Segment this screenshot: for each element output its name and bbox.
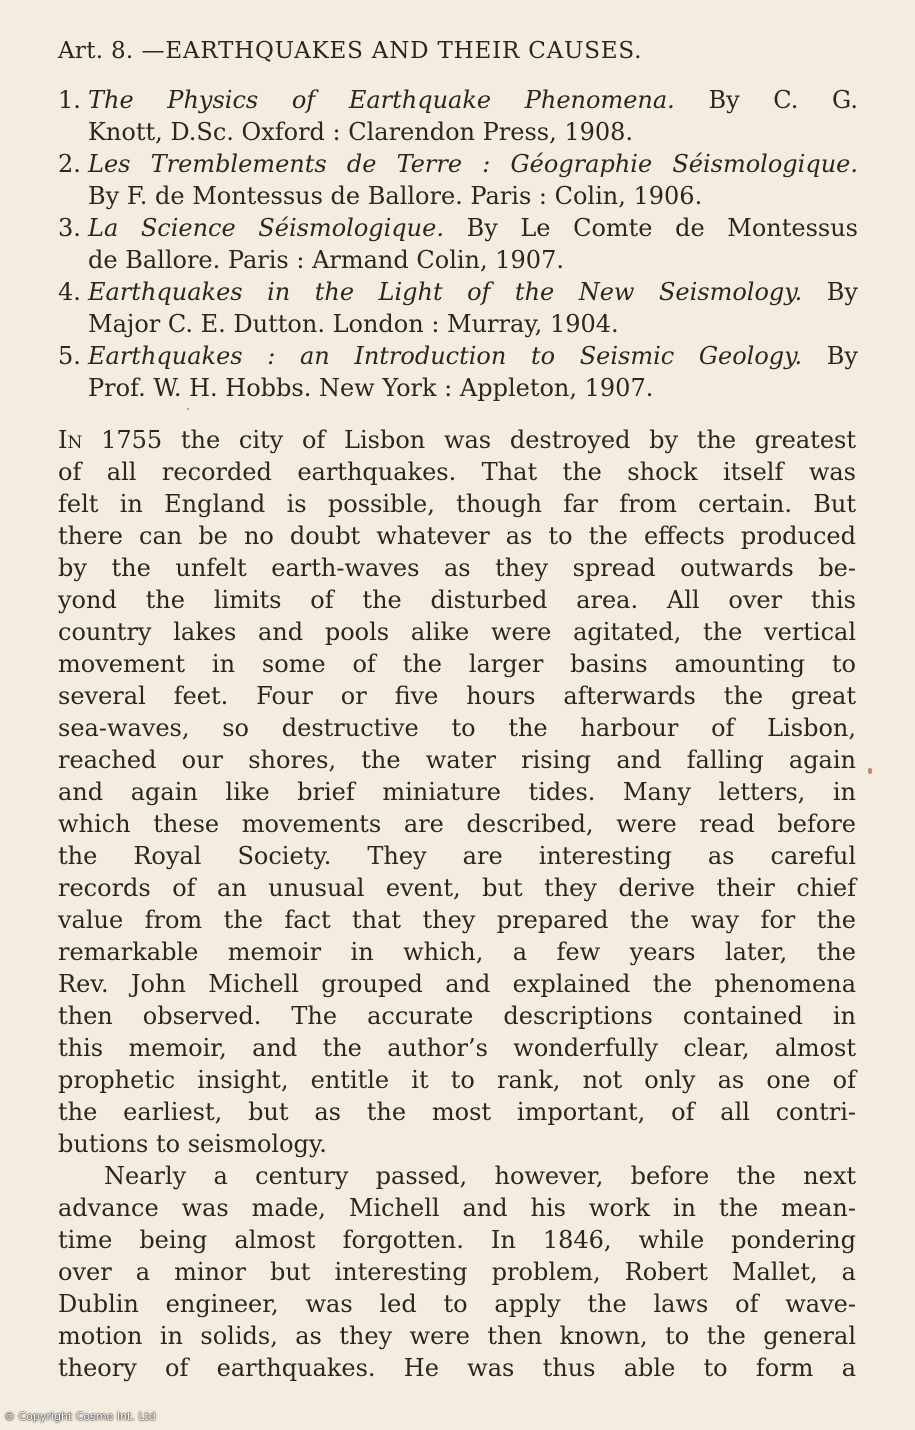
- book-title: Earthquakes in the Light of the New Seismology.: [88, 278, 803, 306]
- paragraph-line: the Royal Society. They are interesting as careful: [58, 842, 856, 870]
- book-title: Les Tremblements de Terre : Géographie Séismologique.: [88, 150, 858, 178]
- paragraph-line: Rev. John Michell grouped and explained the phenomena: [58, 970, 856, 998]
- paragraph-line: Nearly a century passed, however, before the next: [104, 1162, 856, 1190]
- book-title: Earthquakes : an Introduction to Seismic Geology.: [88, 342, 803, 370]
- paragraph-line: several feet. Four or five hours afterwards the great: [58, 682, 856, 710]
- paragraph-line: remarkable memoir in which, a few years later, the: [58, 938, 856, 966]
- paragraph-line: reached our shores, the water rising and falling again: [58, 746, 856, 774]
- paragraph-line: prophetic insight, entitle it to rank, not only as one of: [58, 1066, 856, 1094]
- paragraph-line: there can be no doubt whatever as to the effects produced: [58, 522, 856, 550]
- bibliography-entry: 3. La Science Séismologique. By Le Comte de Montessus de Ballore. Paris : Armand Colin, 1907.: [58, 214, 859, 274]
- paragraph-line: butions to seismology.: [58, 1130, 327, 1158]
- bibliography-entry: 4. Earthquakes in the Light of the New Seismology. By Major C. E. Dutton. London : Murray, 1904.: [58, 278, 858, 338]
- margin-mark: [868, 768, 872, 774]
- book-title: The Physics of Earthquake Phenomena.: [88, 86, 675, 114]
- paragraph-line: advance was made, Michell and his work in the mean-: [58, 1194, 856, 1222]
- article-body: [58, 424, 856, 1384]
- paragraph-line: motion in solids, as they were then known, to the general: [58, 1322, 856, 1350]
- paragraph-line: which these movements are described, were read before: [58, 810, 856, 838]
- bibliography-entry: 2. Les Tremblements de Terre : Géographie Séismologique. By F. de Montessus de Ballore. Paris : Colin, 1906.: [58, 150, 858, 210]
- book-title: La Science Séismologique.: [88, 214, 444, 242]
- drop-cap: In: [58, 426, 83, 454]
- paragraph-line: In 1755 the city of Lisbon was destroyed by the greatest: [58, 426, 856, 454]
- paragraph-line: and again like brief miniature tides. Many letters, in: [58, 778, 856, 806]
- bibliography-entry: 5. Earthquakes : an Introduction to Seismic Geology. By Prof. W. H. Hobbs. New York : Appleton, 1907.: [58, 342, 858, 402]
- bibliography-entry: 1. The Physics of Earthquake Phenomena. By C. G. Knott, D.Sc. Oxford : Clarendon Press, 1908.: [58, 86, 858, 146]
- article-heading: [58, 36, 858, 66]
- paragraph-line: of all recorded earthquakes. That the shock itself was: [58, 458, 856, 486]
- paragraph-line: the earliest, but as the most important, of all contri-: [58, 1098, 856, 1126]
- paragraph-line: by the unfelt earth-waves as they spread outwards be-: [58, 554, 856, 582]
- ink-speck: [187, 408, 189, 410]
- copyright-watermark: © Copyright Cosmo Int. Ltd: [4, 1410, 156, 1423]
- paragraph-line: sea-waves, so destructive to the harbour of Lisbon,: [58, 714, 856, 742]
- paragraph-line: country lakes and pools alike were agitated, the vertical: [58, 618, 856, 646]
- bibliography-list: [58, 84, 858, 404]
- paragraph-line: records of an unusual event, but they derive their chief: [58, 874, 856, 902]
- paragraph-line: Dublin engineer, was led to apply the laws of wave-: [58, 1290, 856, 1318]
- paragraph-line: felt in England is possible, though far from certain. But: [58, 490, 856, 518]
- article-number: Art. 8.: [58, 38, 134, 64]
- paragraph-line: then observed. The accurate descriptions contained in: [58, 1002, 856, 1030]
- paragraph-line: theory of earthquakes. He was thus able to form a: [58, 1354, 856, 1382]
- paragraph-line: over a minor but interesting problem, Robert Mallet, a: [58, 1258, 856, 1286]
- paragraph-line: movement in some of the larger basins amounting to: [58, 650, 856, 678]
- paragraph-line: this memoir, and the author’s wonderfully clear, almost: [58, 1034, 856, 1062]
- paragraph-line: yond the limits of the disturbed area. All over this: [58, 586, 856, 614]
- article-title: —EARTHQUAKES AND THEIR CAUSES.: [141, 38, 643, 64]
- paragraph-line: value from the fact that they prepared the way for the: [58, 906, 856, 934]
- paragraph-line: time being almost forgotten. In 1846, while pondering: [58, 1226, 856, 1254]
